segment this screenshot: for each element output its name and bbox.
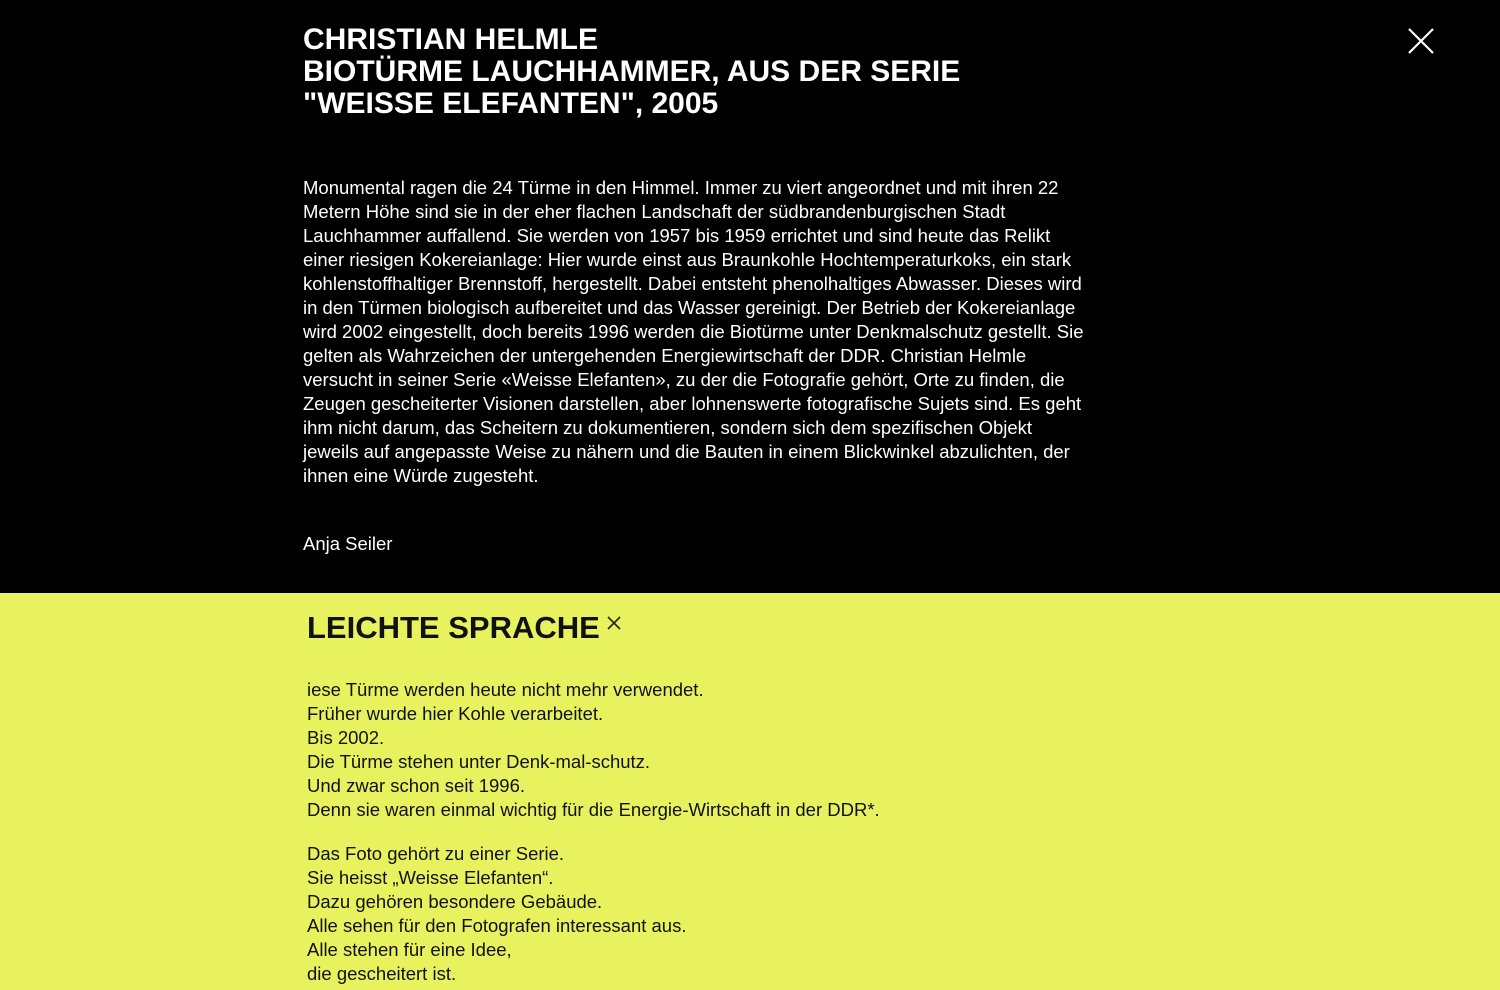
- easy-language-line: die gescheitert ist.: [307, 963, 457, 984]
- text-author: Anja Seiler: [303, 533, 393, 554]
- close-icon: [606, 615, 623, 632]
- artwork-title: [303, 24, 1063, 120]
- easy-language-line: Und zwar schon seit 1996.: [307, 775, 526, 796]
- easy-language-line: iese Türme werden heute nicht mehr verwendet.: [307, 679, 704, 700]
- easy-language-line: Denn sie waren einmal wichtig für die Energie-Wirtschaft in der DDR*.: [307, 799, 880, 820]
- easy-language-paragraph-2: [307, 842, 1107, 986]
- close-button[interactable]: [1402, 22, 1440, 60]
- easy-language-panel: [0, 593, 1500, 990]
- artist-name: CHRISTIAN HELMLE: [303, 23, 598, 56]
- easy-language-title: LEICHTE SPRACHE: [307, 610, 600, 645]
- easy-language-line: Bis 2002.: [307, 727, 385, 748]
- close-icon: [1402, 22, 1440, 60]
- artwork-name-line: BIOTÜRME LAUCHHAMMER, AUS DER SERIE: [303, 55, 961, 88]
- easy-language-line: Früher wurde hier Kohle verarbeitet.: [307, 703, 604, 724]
- easy-language-line: Sie heisst „Weisse Elefanten“.: [307, 867, 554, 888]
- easy-language-line: Die Türme stehen unter Denk-mal-schutz.: [307, 751, 651, 772]
- easy-language-line: Alle sehen für den Fotografen interessant aus.: [307, 915, 687, 936]
- easy-language-line: Das Foto gehört zu einer Serie.: [307, 843, 565, 864]
- easy-language-close-button[interactable]: [606, 615, 623, 632]
- artwork-description: Monumental ragen die 24 Türme in den Himmel. Immer zu viert angeordnet und mit ihren 22 Metern Höhe sind sie in der eher flachen Landschaft der südbrandenburgischen Stadt Lauchhammer auffallend. Sie werden von 1957 bis 1959 errichtet und sind heute das Relikt einer riesigen Kokereianlage: Hier wurde einst aus Braunkohle Hochtemperaturkoks, ein stark kohlenstoffhaltiger Brennstoff, hergestellt. Dabei entsteht phenolhaltiges Abwasser. Dieses wird in den Türmen biologisch aufbereitet und das Wasser gereinigt. Der Betrieb der Kokereianlage wird 2002 eingestellt, doch bereits 1996 werden die Biotürme unter Denkmalschutz gestellt. Sie gelten als Wahrzeichen der untergehenden Energiewirtschaft der DDR. Christian Helmle versucht in seiner Serie «Weisse Elefanten», zu der die Fotografie gehört, Orte zu finden, die Zeugen gescheiterter Visionen darstellen, aber lohnenswerte fotografische Sujets sind. Es geht ihm nicht darum, das Scheitern zu dokumentieren, sondern sich dem spezifischen Objekt jeweils auf angepasste Weise zu nähern und die Bauten in einem Blickwinkel abzulichten, der ihnen eine Würde zugesteht.: [303, 177, 1084, 486]
- easy-language-paragraph-1: [307, 678, 1107, 822]
- artwork-series-line: "WEISSE ELEFANTEN", 2005: [303, 87, 719, 120]
- easy-language-line: Alle stehen für eine Idee,: [307, 939, 512, 960]
- easy-language-line: Dazu gehören besondere Gebäude.: [307, 891, 603, 912]
